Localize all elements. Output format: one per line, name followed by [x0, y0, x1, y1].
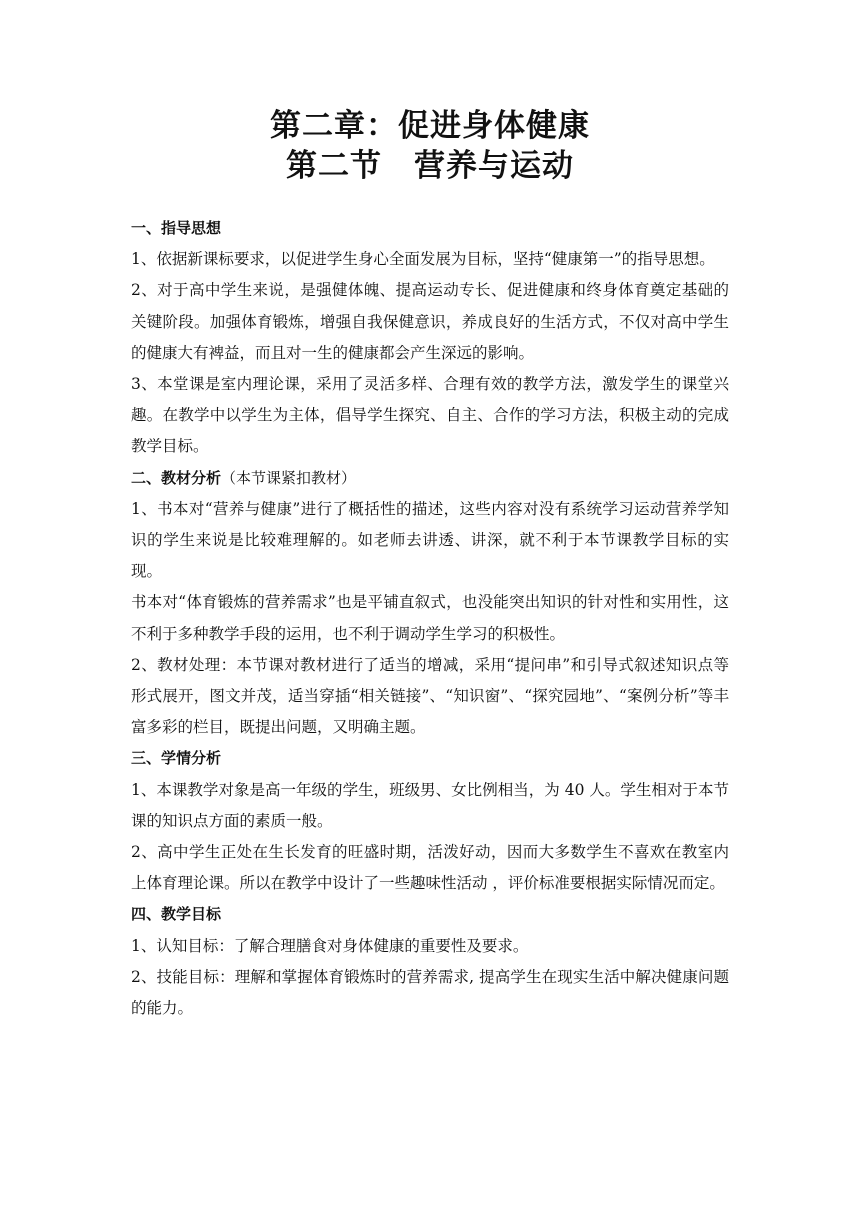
- paragraph: 2、教材处理：本节课对教材进行了适当的增减，采用“提问串”和引导式叙述知识点等形式展开，图文并茂，适当穿插“相关链接”、“知识窗”、“探究园地”、“案例分析”等丰富多彩的栏目，既提出问题，又明确主题。: [131, 655, 729, 737]
- paragraph: 2、高中学生正处在生长发育的旺盛时期，活泼好动，因而大多数学生不喜欢在教室内上体育理论课。所以在教学中设计了一些趣味性活动 ，评价标准要根据实际情况而定。: [131, 843, 729, 893]
- section-teaching-goals: [131, 899, 729, 1024]
- document-body: [131, 213, 729, 1024]
- section-textbook-analysis: [131, 463, 729, 744]
- paragraph: 1、书本对“营养与健康”进行了概括性的描述，这些内容对没有系统学习运动营养学知识的学生来说是比较难理解的。如老师去讲透、讲深，就不利于本节课教学目标的实现。: [131, 499, 729, 581]
- chapter-title: 第二章：促进身体健康: [270, 108, 590, 144]
- paragraph: 1、认知目标：了解合理膳食对身体健康的重要性及要求。: [131, 936, 529, 955]
- paragraph: 2、对于高中学生来说，是强健体魄、提高运动专长、促进健康和终身体育奠定基础的关键阶段。加强体育锻炼，增强自我保健意识，养成良好的生活方式，不仅对高中学生的健康大有裨益，而且对一生的健康都会产生深远的影响。: [131, 281, 729, 362]
- section-title: 第二节 营养与运动: [286, 148, 574, 184]
- paragraph: 1、依据新课标要求，以促进学生身心全面发展为目标，坚持“健康第一”的指导思想。: [131, 250, 715, 269]
- section-heading: 一、指导思想: [131, 219, 222, 237]
- paragraph: 3、本堂课是室内理论课，采用了灵活多样、合理有效的教学方法，激发学生的课堂兴趣。在教学中以学生为主体，倡导学生探究、自主、合作的学习方法，积极主动的完成教学目标。: [131, 375, 729, 456]
- section-heading: 三、学情分析: [131, 749, 222, 768]
- section-student-analysis: [131, 743, 729, 899]
- section-heading-note: （本节课紧扣教材）: [221, 468, 357, 487]
- paragraph: 书本对“体育锻炼的营养需求”也是平铺直叙式，也没能突出知识的针对性和实用性，这不利于多种教学手段的运用，也不利于调动学生学习的积极性。: [131, 593, 729, 643]
- section-heading: 二、教材分析（本节课紧扣教材）: [131, 468, 357, 487]
- paragraph: 2、技能目标：理解和掌握体育锻炼时的营养需求, 提高学生在现实生活中解决健康问题的能力。: [131, 967, 729, 1018]
- paragraph: 1、本课教学对象是高一年级的学生，班级男、女比例相当，为 40 人。学生相对于本节课的知识点方面的素质一般。: [131, 780, 729, 830]
- section-guiding-thought: [131, 213, 729, 463]
- section-heading: 四、教学目标: [131, 905, 222, 924]
